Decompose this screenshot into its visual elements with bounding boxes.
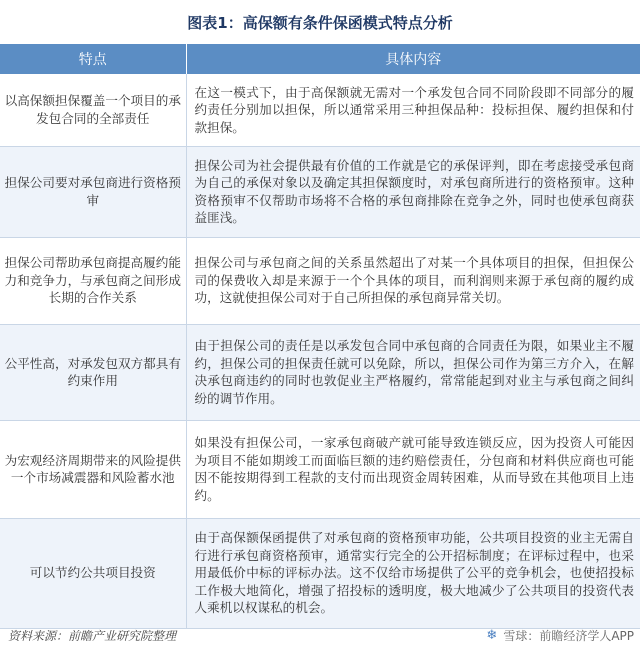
content-cell: 担保公司为社会提供最有价值的工作就是它的承保评判，即在考虑接受承包商为自己的承保对象以及确定其担保额度时，对承包商所进行的资格预审。这种资格预审不仅帮助市场将不合格的承包商排除在竞争之外，同时也使承包商获益匪浅。: [186, 146, 640, 237]
table-row: [0, 74, 640, 146]
table-row: [0, 324, 640, 420]
feature-cell: 以高保额担保覆盖一个项目的承发包合同的全部责任: [0, 74, 186, 146]
footer: [0, 618, 640, 652]
content-cell: 担保公司与承包商之间的关系虽然超出了对某一个具体项目的担保，但担保公司的保费收入却是来源于一个个具体的项目，而利润则来源于承包商的履约成功，这就使担保公司对于自己所担保的承包商异常关切。: [186, 237, 640, 324]
brand-text: 雪球：前瞻经济学人APP: [503, 628, 634, 643]
table-header-row: [0, 44, 640, 74]
feature-cell: 为宏观经济周期带来的风险提供一个市场减震器和风险蓄水池: [0, 420, 186, 518]
table-row: [0, 518, 640, 628]
watermark-brand: [486, 627, 640, 644]
feature-cell: 担保公司要对承包商进行资格预审: [0, 146, 186, 237]
feature-cell: 可以节约公共项目投资: [0, 518, 186, 628]
content-cell: 由于高保额保函提供了对承包商的资格预审功能，公共项目投资的业主无需自行进行承包商资格预审，通常实行完全的公开招标制度；在评标过程中，也采用最低价中标的评标办法。这不仅给市场提供了公平的竞争机会，也使招投标工作极大地简化，增强了招投标的透明度，极大地减少了公共项目的投资代表人乘机以权谋私的机会。: [186, 518, 640, 628]
feature-table: [0, 44, 640, 629]
table-row: [0, 237, 640, 324]
chart-title: 图表1：高保额有条件保函模式特点分析: [187, 13, 453, 32]
header-content: 具体内容: [186, 44, 640, 74]
content-cell: 在这一模式下，由于高保额就无需对一个承发包合同不同阶段即不同部分的履约责任分别加以担保，所以通常采用三种担保品种：投标担保、履约担保和付款担保。: [186, 74, 640, 146]
table-row: [0, 420, 640, 518]
table-row: [0, 146, 640, 237]
source-note: 资料来源：前瞻产业研究院整理: [8, 628, 177, 643]
snowball-icon: ❄: [486, 627, 498, 643]
feature-cell: 公平性高，对承发包双方都具有约束作用: [0, 324, 186, 420]
content-cell: 如果没有担保公司，一家承包商破产就可能导致连锁反应，因为投资人可能因为项目不能如期竣工而面临巨额的违约赔偿责任，分包商和材料供应商也可能因不能按期得到工程款的支付而出现资金周转困难，从而导致在其他项目上违约。: [186, 420, 640, 518]
content-cell: 由于担保公司的责任是以承发包合同中承包商的合同责任为限，如果业主不履约，担保公司的担保责任就可以免除，所以，担保公司作为第三方介入，在解决承包商违约的同时也敦促业主严格履约，常常能起到对业主与承包商之间纠纷的调节作用。: [186, 324, 640, 420]
feature-cell: 担保公司帮助承包商提高履约能力和竞争力，与承包商之间形成长期的合作关系: [0, 237, 186, 324]
header-feature: 特点: [0, 44, 186, 74]
